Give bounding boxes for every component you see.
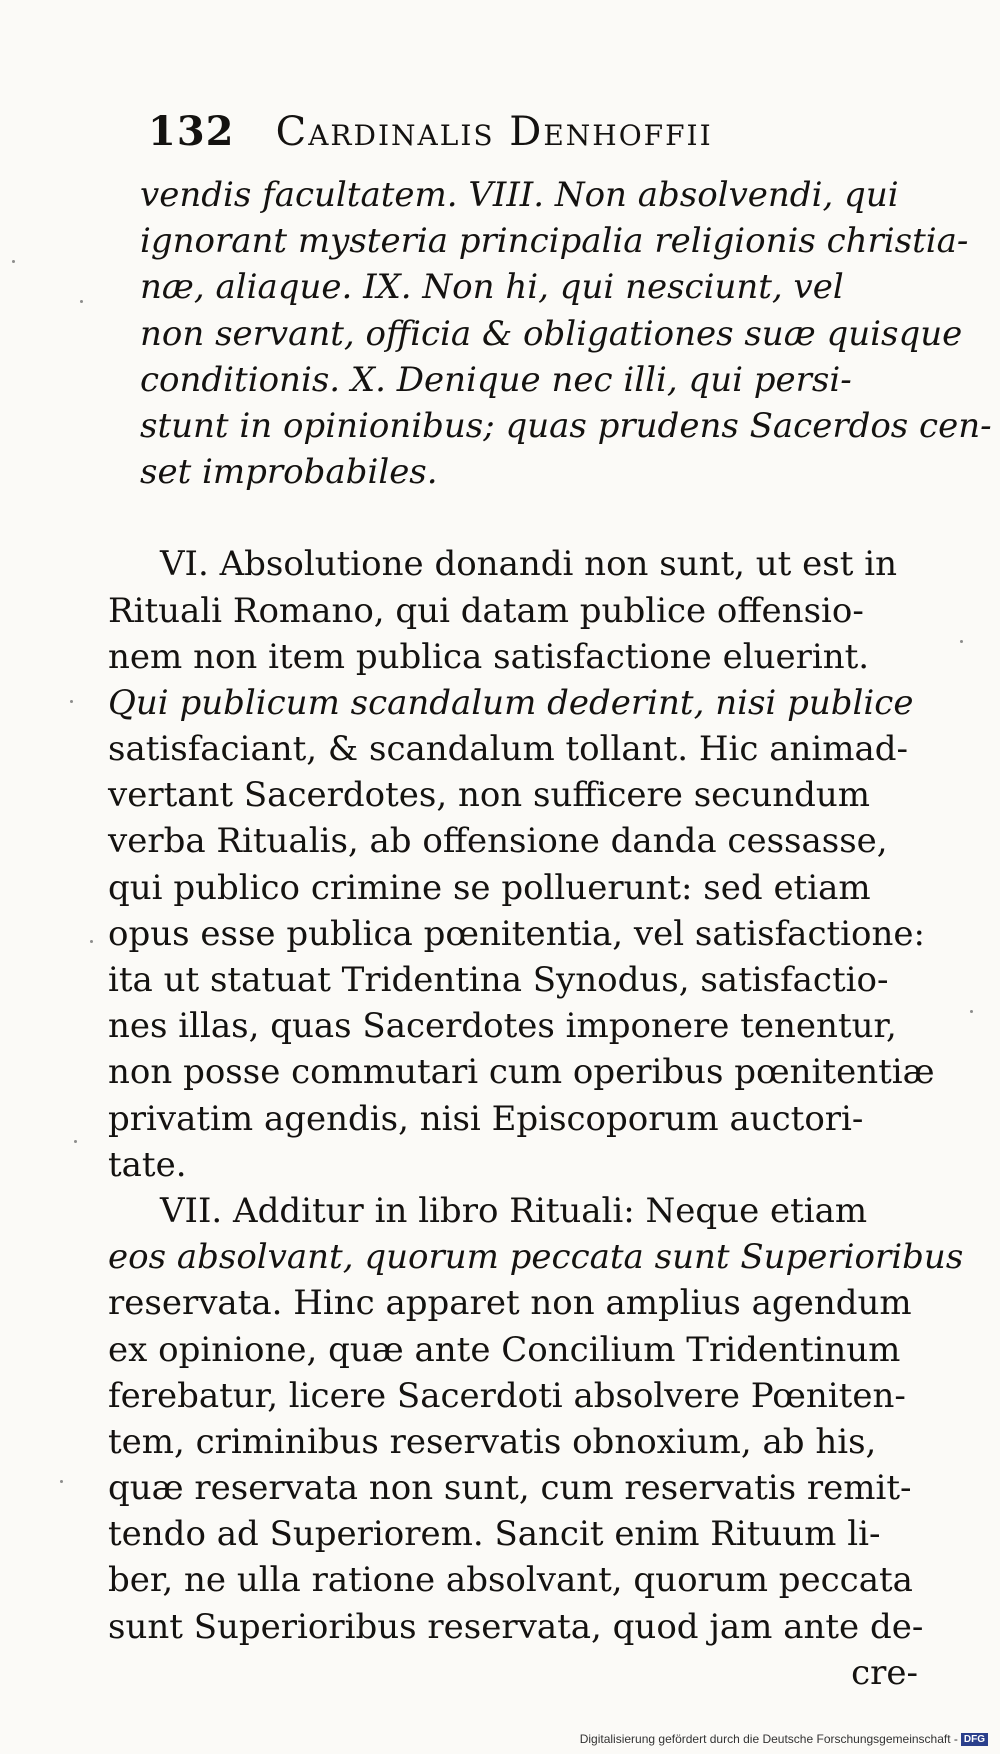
- scan-speckle: [90, 940, 93, 943]
- scan-speckle: [70, 700, 73, 703]
- text-line: reservata. Hinc apparet non amplius agendum: [108, 1283, 912, 1324]
- scan-speckle: [74, 1140, 77, 1143]
- text-line: privatim agendis, nisi Episcoporum auctori-: [108, 1098, 864, 1139]
- text-line: VI. Absolutione donandi non sunt, ut est in: [160, 544, 897, 585]
- text-line: ex opinione, quæ ante Concilium Tridentinum: [108, 1329, 901, 1370]
- text-line: non servant, officia & obligationes suæ quisque: [140, 313, 963, 354]
- text-line: nem non item publica satisfactione eluerint.: [108, 636, 870, 677]
- scan-speckle: [80, 300, 83, 303]
- text-line: vertant Sacerdotes, non sufficere secundum: [108, 775, 871, 816]
- text-line: ita ut statuat Tridentina Synodus, satisfactio-: [108, 960, 889, 1000]
- text-line: vendis facultatem. VIII. Non absolvendi, qui: [140, 175, 899, 215]
- text-line: conditionis. X. Denique nec illi, qui persi-: [140, 359, 852, 400]
- scan-speckle: [960, 640, 963, 643]
- text-line: eos absolvant, quorum peccata sunt Superioribus: [108, 1237, 964, 1278]
- scan-speckle: [12, 260, 15, 263]
- body-text: [108, 172, 992, 1696]
- text-line: Qui publicum scandalum dederint, nisi publice: [108, 682, 914, 723]
- text-line: sunt Superioribus reservata, quod jam ante de-: [108, 1606, 924, 1647]
- paragraph-gap: [108, 495, 958, 541]
- text-line: tate.: [108, 1144, 187, 1185]
- text-line: nes illas, quas Sacerdotes imponere tenentur,: [108, 1006, 897, 1047]
- text-line: ber, ne ulla ratione absolvant, quorum peccata: [108, 1560, 913, 1601]
- text-line: quæ reservata non sunt, cum reservatis remit-: [108, 1468, 912, 1509]
- text-line: tem, criminibus reservatis obnoxium, ab his,: [108, 1421, 877, 1462]
- text-line: næ, aliaque. IX. Non hi, qui nesciunt, vel: [140, 267, 844, 308]
- catchword: cre-: [851, 1652, 918, 1693]
- text-line: tendo ad Superiorem. Sancit enim Rituum li-: [108, 1514, 881, 1555]
- running-title: Cardinalis Denhoffii: [275, 109, 713, 155]
- scan-speckle: [970, 1010, 973, 1013]
- scan-speckle: [60, 1480, 63, 1483]
- page-header: [148, 108, 868, 168]
- text-line: verba Ritualis, ab offensione danda cessasse,: [108, 821, 888, 862]
- text-line: satisfaciant, & scandalum tollant. Hic animad-: [108, 729, 909, 770]
- dfg-badge: DFG: [961, 1733, 988, 1746]
- text-line: VII. Additur in libro Rituali: Neque etiam: [160, 1190, 868, 1231]
- text-line: ferebatur, licere Sacerdoti absolvere Pœniten-: [108, 1375, 906, 1416]
- text-line: opus esse publica pœnitentia, vel satisfactione:: [108, 913, 925, 954]
- text-line: stunt in opinionibus; quas prudens Sacerdos cen-: [140, 405, 992, 446]
- text-line: Rituali Romano, qui datam publice offensio-: [108, 590, 864, 631]
- footer-text: Digitalisierung gefördert durch die Deutsche Forschungsgemeinschaft -: [579, 1731, 958, 1746]
- text-line: set improbabiles.: [140, 452, 438, 493]
- page-number: 132: [148, 108, 235, 155]
- text-line: ignorant mysteria principalia religionis christia-: [140, 221, 969, 262]
- digitization-footer: [580, 1732, 988, 1746]
- text-line: non posse commutari cum operibus pœnitentiæ: [108, 1052, 935, 1093]
- text-line: qui publico crimine se polluerunt: sed etiam: [108, 867, 871, 908]
